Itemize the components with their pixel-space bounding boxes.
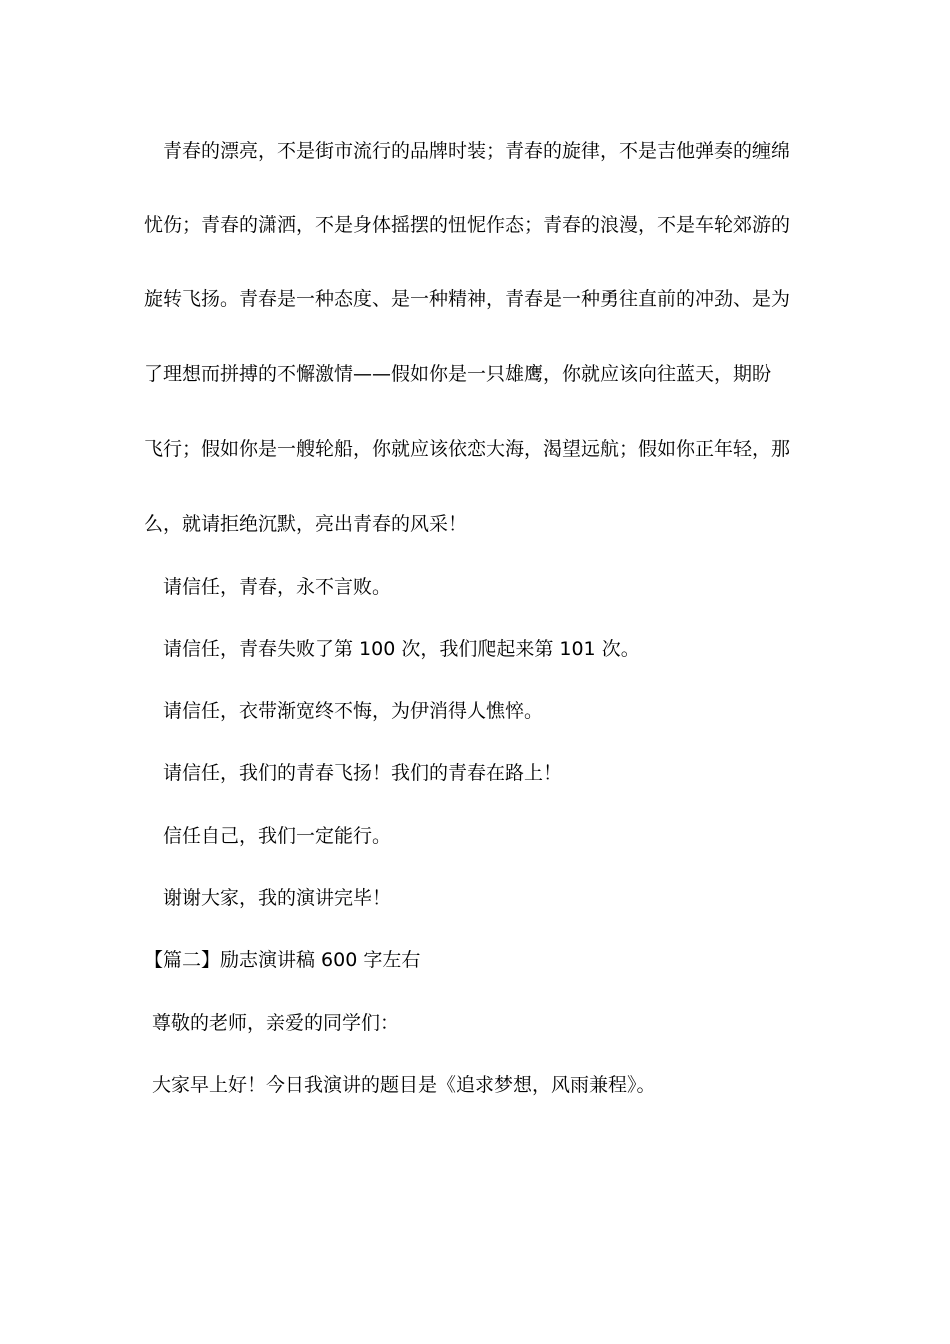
section-heading: 【篇二】励志演讲稿 600 字左右: [144, 949, 421, 971]
paragraph-line-2: 忧伤；青春的潇洒，不是身体摇摆的忸怩作态；青春的浪漫，不是车轮郊游的: [144, 214, 791, 236]
text-line-3: 请信任，衣带渐宽终不悔，为伊消得人憔悴。: [163, 700, 544, 722]
text-line-5: 信任自己，我们一定能行。: [163, 825, 392, 847]
text-line-2: 请信任，青春失败了第 100 次，我们爬起来第 101 次。: [163, 638, 640, 660]
greeting-line: 尊敬的老师，亲爱的同学们：: [152, 1012, 400, 1034]
paragraph-line-1: 青春的漂亮，不是街市流行的品牌时装；青春的旋律，不是吉他弹奏的缠绵: [163, 140, 791, 162]
text-line-6: 谢谢大家，我的演讲完毕！: [163, 887, 392, 909]
paragraph-line-5: 飞行；假如你是一艘轮船，你就应该依恋大海，渴望远航；假如你正年轻，那: [144, 438, 791, 460]
paragraph-line-3: 旋转飞扬。青春是一种态度、是一种精神，青春是一种勇往直前的冲劲、是为: [144, 288, 791, 310]
paragraph-line-6: 么，就请拒绝沉默，亮出青春的风采！: [144, 513, 468, 535]
opening-line: 大家早上好！今日我演讲的题目是《追求梦想，风雨兼程》。: [152, 1074, 656, 1096]
text-line-1: 请信任，青春，永不言败。: [163, 576, 392, 598]
text-line-4: 请信任，我们的青春飞扬！我们的青春在路上！: [163, 762, 563, 784]
paragraph-line-4: 了理想而拼搏的不懈激情——假如你是一只雄鹰，你就应该向往蓝天，期盼: [144, 363, 772, 385]
